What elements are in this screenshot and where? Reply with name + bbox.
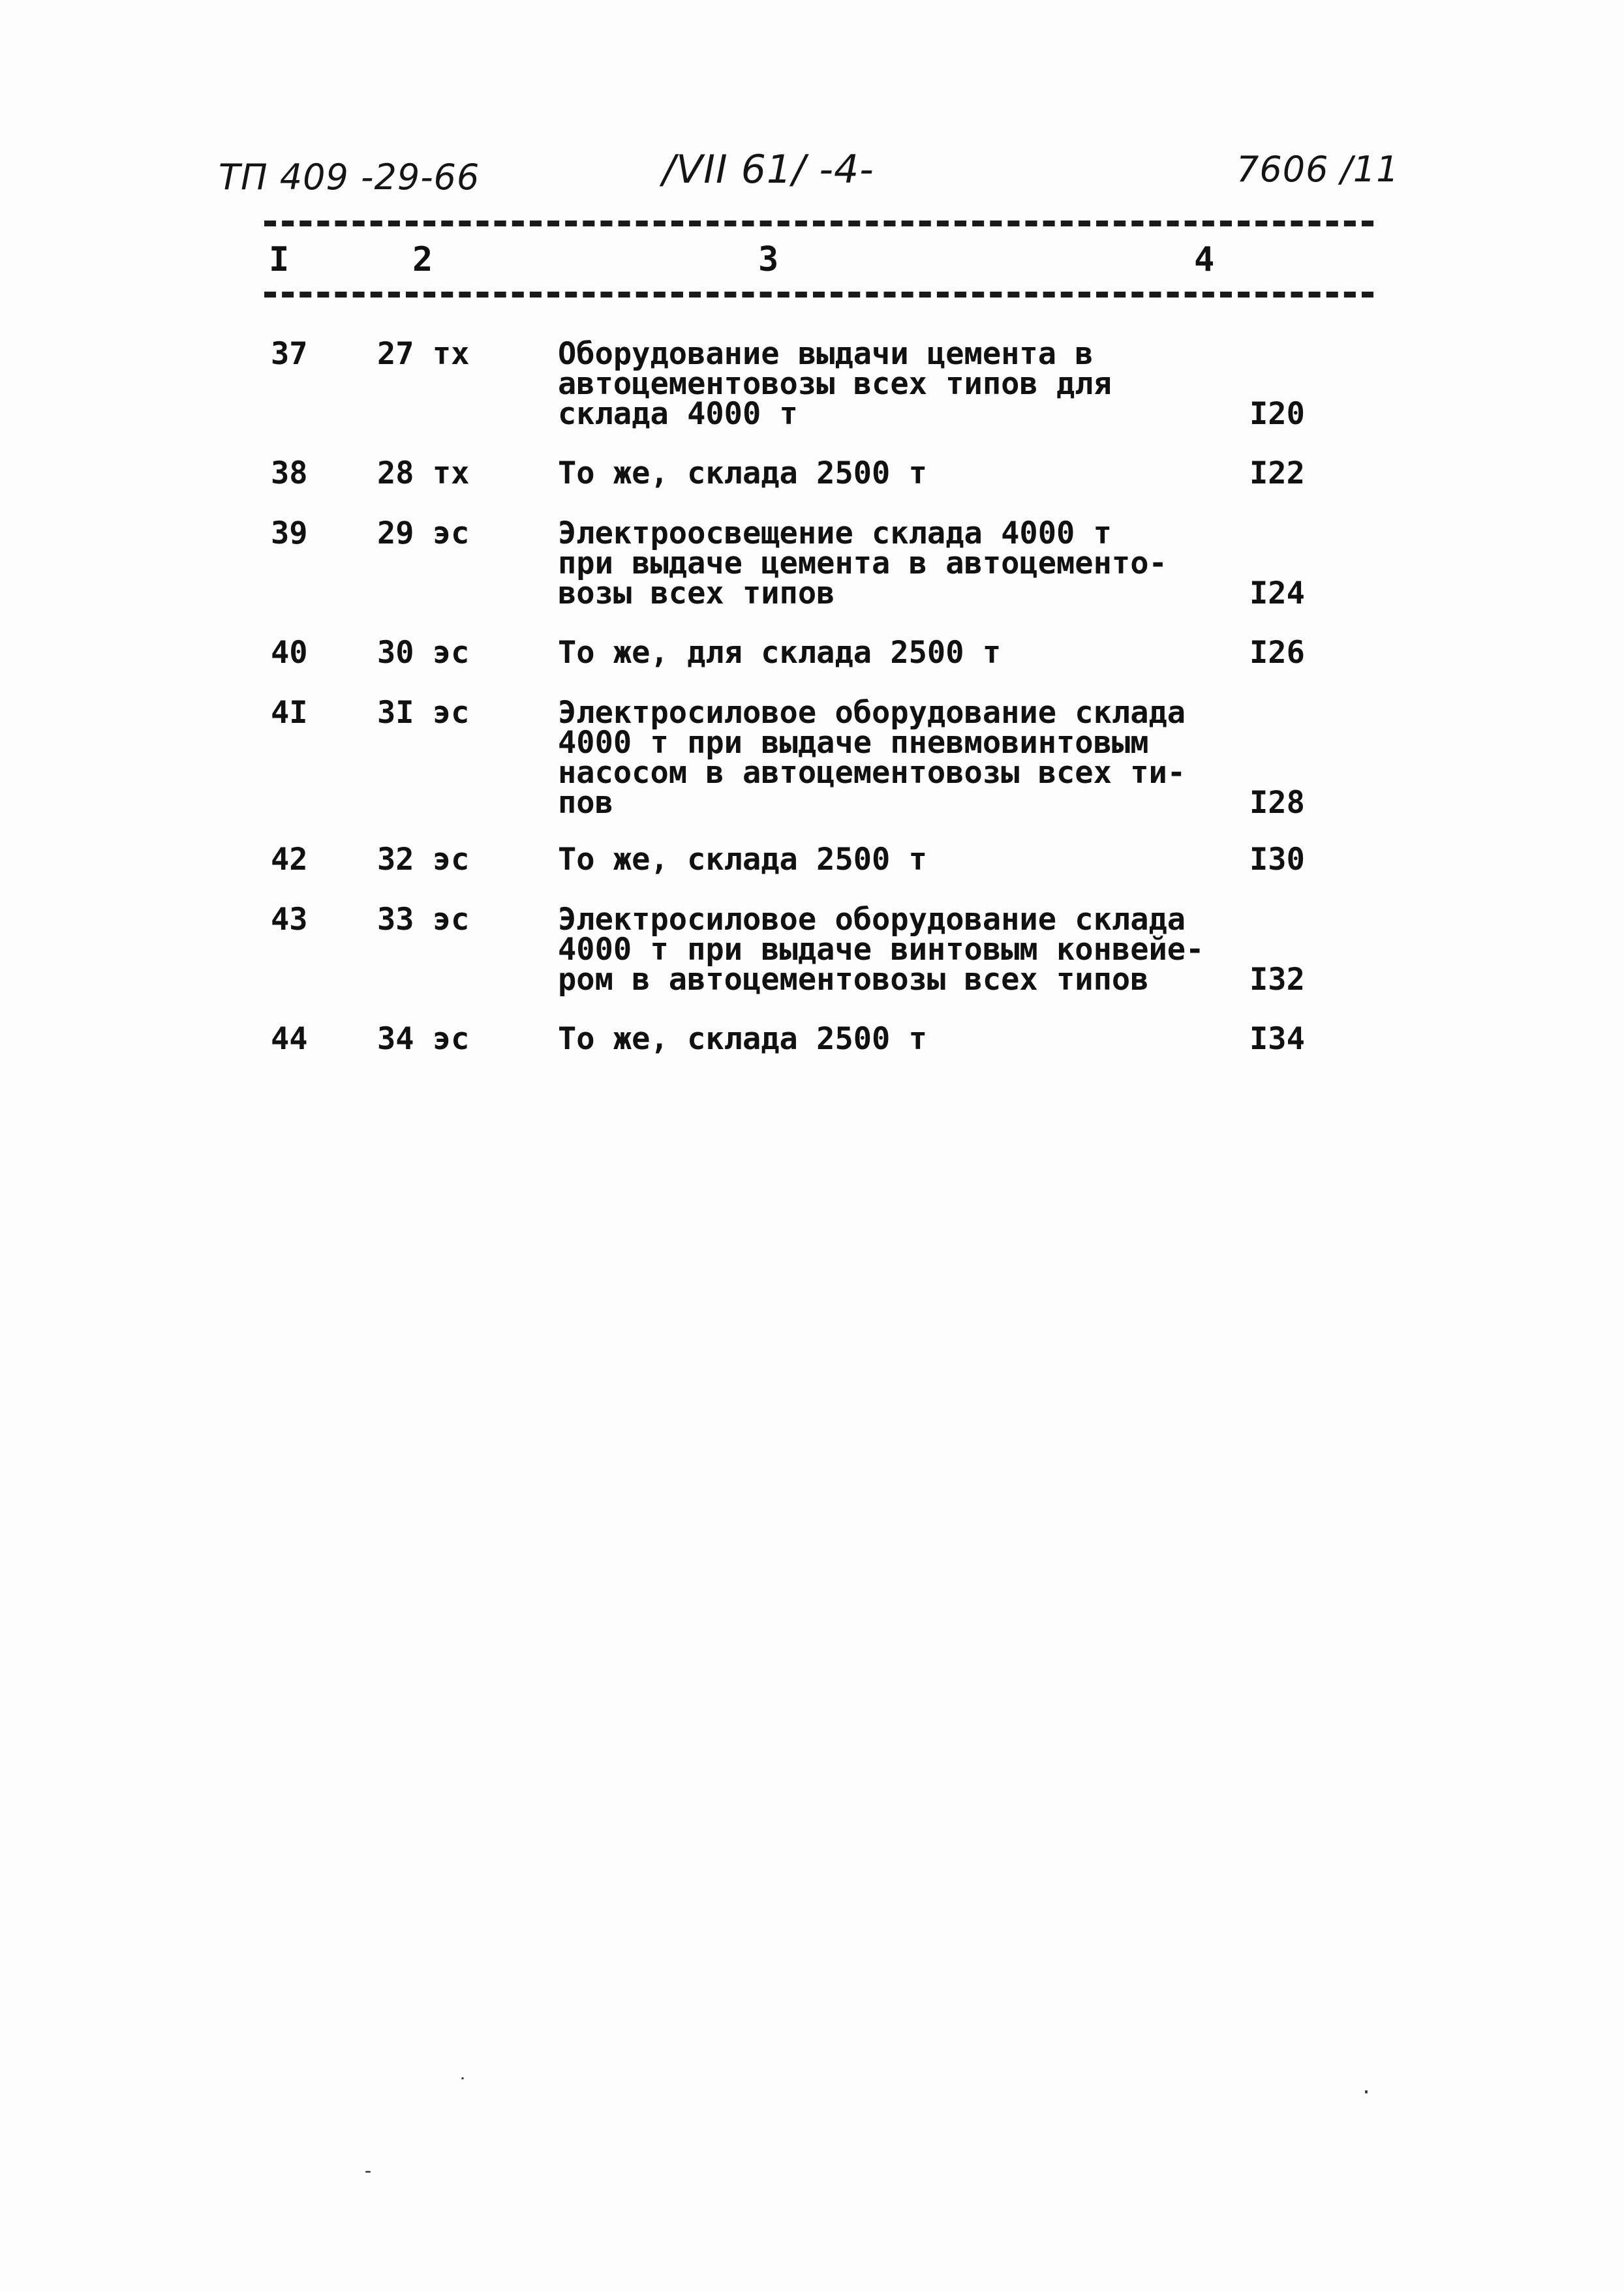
row-description [558,455,1210,491]
column-header-2: 2 [412,240,433,279]
page-number: I22 [1249,455,1305,491]
page-number: I24 [1249,575,1305,611]
description-line: ром в автоцементовозы всех типов [558,962,1149,998]
row-description [558,336,1210,432]
description-line: Электросиловое оборудование склада [558,695,1186,731]
row-description [558,515,1210,611]
drawing-code: 3I эс [377,695,470,731]
row-description [558,902,1210,998]
description-line: пов [558,785,613,821]
description-line: То же, склада 2500 т [558,842,927,878]
page-number: I20 [1249,396,1305,432]
page-number: I32 [1249,962,1305,998]
row-number: 39 [271,515,308,551]
row-description [558,635,1210,671]
description-line: 4000 т при выдаче винтовым конвейе- [558,932,1204,968]
archive-number: 7606 /11 [1236,149,1400,190]
row-number: 42 [271,842,308,878]
column-header-4: 4 [1194,240,1215,279]
column-header-1: I [269,240,290,279]
drawing-code: 27 тх [377,336,470,372]
page-number: I28 [1249,785,1305,821]
scan-speck: ˙ [457,2075,469,2098]
page-number: I26 [1249,635,1305,671]
description-line: Оборудование выдачи цемента в [558,336,1094,372]
drawing-code: 30 эс [377,635,470,671]
sheet-number: /VII 61/ -4- [662,147,874,192]
row-number: 38 [271,455,308,491]
row-description [558,695,1210,821]
description-line: 4000 т при выдаче пневмовинтовым [558,725,1149,761]
row-description [558,1021,1210,1057]
description-line: возы всех типов [558,575,835,611]
description-line: То же, склада 2500 т [558,455,927,491]
description-line: автоцементовозы всех типов для [558,366,1112,402]
row-number: 37 [271,336,308,372]
page-number: I34 [1249,1021,1305,1057]
description-line: То же, для склада 2500 т [558,635,1002,671]
document-code: ТП 409 -29-66 [219,157,480,198]
table-rule-bottom [264,292,1373,298]
description-line: То же, склада 2500 т [558,1021,927,1057]
drawing-code: 34 эс [377,1021,470,1057]
scan-speck: - [362,2160,375,2182]
description-line: Электросиловое оборудование склада [558,902,1186,938]
row-number: 4I [271,695,308,731]
drawing-code: 33 эс [377,902,470,938]
column-header-3: 3 [758,240,779,279]
description-line: при выдаче цемента в автоцементо- [558,545,1167,581]
drawing-code: 32 эс [377,842,470,878]
page-number: I30 [1249,842,1305,878]
drawing-code: 28 тх [377,455,470,491]
description-line: насосом в автоцементовозы всех ти- [558,755,1186,791]
row-number: 40 [271,635,308,671]
row-number: 43 [271,902,308,938]
drawing-code: 29 эс [377,515,470,551]
table-rule-top [264,221,1373,226]
description-line: склада 4000 т [558,396,798,432]
row-description [558,842,1210,878]
row-number: 44 [271,1021,308,1057]
description-line: Электроосвещение склада 4000 т [558,515,1112,551]
scan-speck: · [1360,2081,1373,2104]
